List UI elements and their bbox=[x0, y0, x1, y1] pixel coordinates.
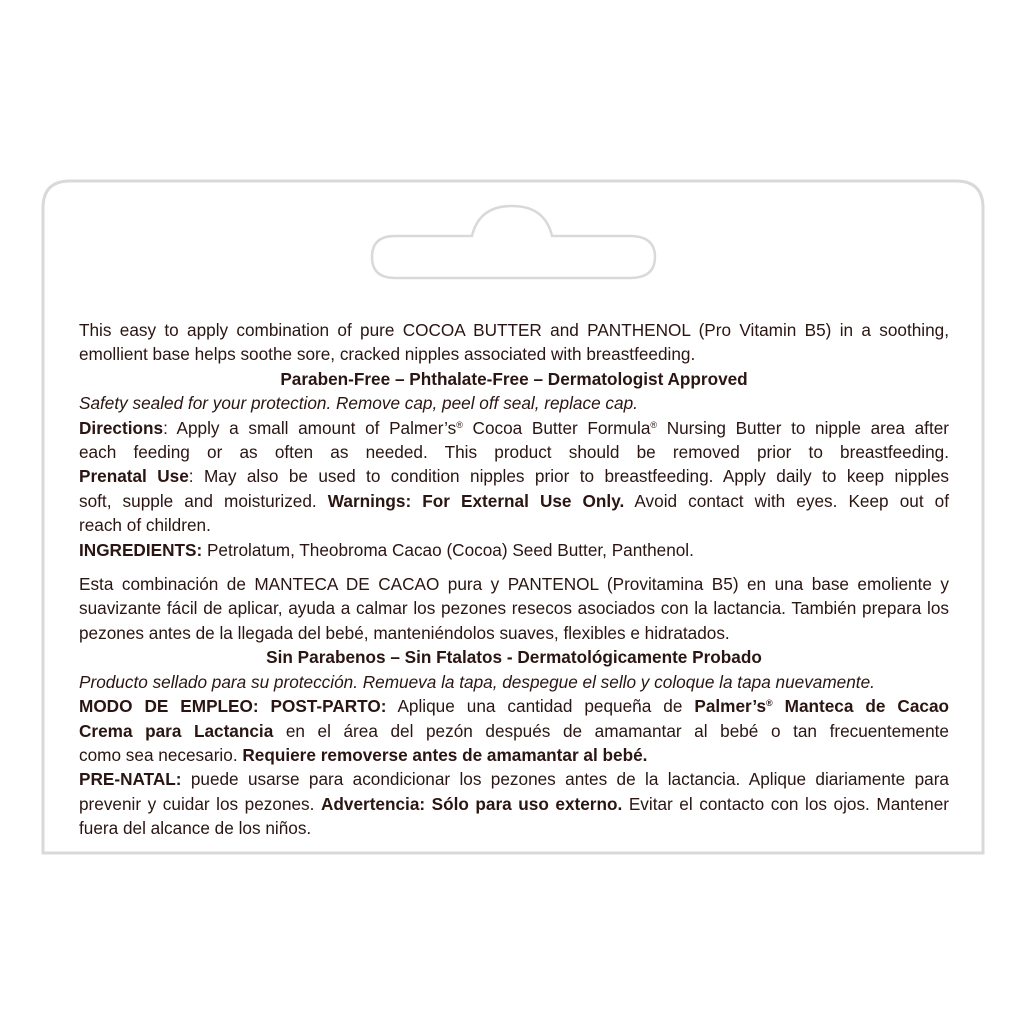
en-intro-line-1: This easy to apply combination of pure COCOA BUTTER and PANTHENOL (Pro Vitamin B5) in a soothing, bbox=[79, 320, 949, 340]
en-claims: Paraben-Free – Phthalate-Free – Dermatologist Approved bbox=[280, 368, 748, 389]
es-modo-line-3 bbox=[79, 743, 949, 767]
es-modo-line-2 bbox=[79, 719, 949, 743]
es-modo-line-1 bbox=[79, 694, 949, 718]
es-claims: Sin Parabenos – Sin Ftalatos - Dermatológicamente Probado bbox=[266, 647, 762, 668]
palmers-brand: Palmer’s bbox=[694, 696, 767, 717]
pre-natal-text: puede usarse para acondicionar los pezones antes de la lactancia. Aplique diariamente para bbox=[181, 769, 949, 790]
modo-label: MODO DE EMPLEO: POST-PARTO: bbox=[79, 696, 387, 717]
en-prenatal-line-3: reach of children. bbox=[79, 515, 211, 536]
registered-mark: ® bbox=[650, 419, 658, 430]
product-label-text bbox=[79, 318, 949, 841]
registered-mark: ® bbox=[766, 698, 773, 709]
manteca-label: Manteca de Cacao bbox=[772, 696, 950, 717]
prenatal-text-b: Avoid contact with eyes. Keep out of bbox=[624, 490, 950, 511]
requiere-label: Requiere removerse antes de amamantar al bebé. bbox=[242, 744, 648, 765]
pre-natal-text-b: Evitar el contacto con los ojos. Mantener bbox=[622, 793, 949, 814]
language-gap bbox=[79, 562, 949, 572]
directions-text-c: Nursing Butter to nipple area after bbox=[657, 417, 950, 438]
prenatal-text-a: soft, supple and moisturized. bbox=[79, 490, 328, 511]
prenatal-text: : May also be used to condition nipples prior to breastfeeding. Apply daily to keep nipples bbox=[188, 466, 949, 487]
en-ingredients bbox=[79, 538, 949, 562]
prenatal-label: Prenatal Use bbox=[79, 466, 189, 487]
registered-mark: ® bbox=[456, 419, 463, 430]
es-intro-line-3: pezones antes de la llegada del bebé, manteniéndolos suaves, flexibles e hidratados. bbox=[79, 622, 730, 643]
pre-natal-text-a: prevenir y cuidar los pezones. bbox=[79, 793, 321, 814]
en-prenatal-line-2 bbox=[79, 489, 949, 513]
en-directions-line-1 bbox=[79, 416, 949, 440]
en-prenatal-line-1 bbox=[79, 464, 949, 488]
modo-text-b: en el área del pezón después de amamantar al bebé o tan frecuentemente bbox=[273, 720, 949, 741]
modo-text-c: como sea necesario. bbox=[79, 744, 243, 765]
ingredients-text: Petrolatum, Theobroma Cacao (Cocoa) Seed Butter, Panthenol. bbox=[202, 539, 694, 560]
advertencia-label: Advertencia: Sólo para uso externo. bbox=[320, 793, 623, 814]
modo-text-a: Aplique una cantidad pequeña de bbox=[386, 696, 695, 717]
es-safety-note: Producto sellado para su protección. Remueva la tapa, despegue el sello y coloque la tapa nuevamente. bbox=[79, 671, 875, 692]
es-intro-line-2: suavizante fácil de aplicar, ayuda a calmar los pezones resecos asociados con la lactancia. También prepara los bbox=[79, 598, 949, 619]
warnings-label: Warnings: For External Use Only. bbox=[327, 490, 625, 511]
es-prenatal-line-2 bbox=[79, 792, 949, 816]
en-safety-note: Safety sealed for your protection. Remove cap, peel off seal, replace cap. bbox=[79, 393, 638, 414]
directions-text-b: Cocoa Butter Formula bbox=[462, 417, 651, 438]
es-prenatal-line-3: fuera del alcance de los niños. bbox=[79, 818, 312, 839]
directions-text-a: : Apply a small amount of Palmer’s bbox=[163, 417, 457, 438]
es-intro-line-1: Esta combinación de MANTECA DE CACAO pura y PANTENOL (Provitamina B5) en una base emoliente y bbox=[79, 574, 949, 595]
ingredients-label: INGREDIENTS: bbox=[79, 539, 203, 560]
crema-label: Crema para Lactancia bbox=[79, 720, 274, 741]
es-prenatal-line-1 bbox=[79, 767, 949, 791]
directions-label: Directions bbox=[79, 417, 164, 438]
en-intro-line-2: emollient base helps soothe sore, cracked nipples associated with breastfeeding. bbox=[79, 344, 696, 365]
en-directions-line-2: each feeding or as often as needed. This product should be removed prior to breastfeeding. bbox=[79, 442, 949, 463]
pre-natal-label: PRE-NATAL: bbox=[79, 769, 182, 790]
